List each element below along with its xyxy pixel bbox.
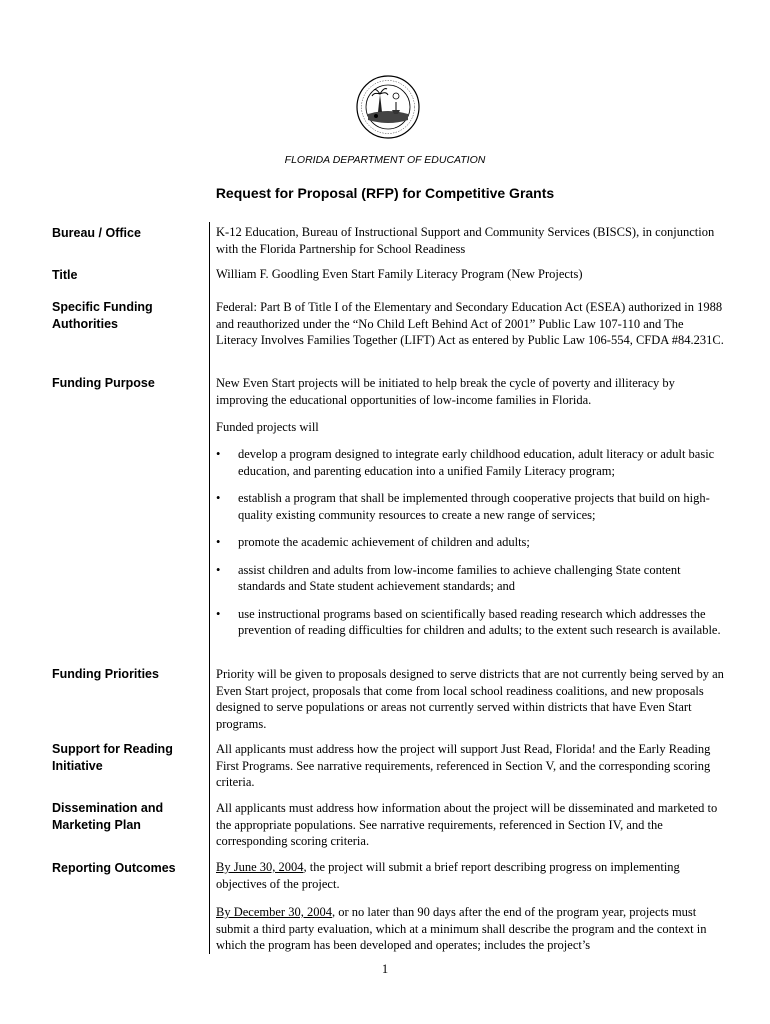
text-funding-purpose: New Even Start projects will be initiated to help break the cycle of poverty and illiteracy by improving the educational opportunities of low-income families in Florida. <box>216 376 675 407</box>
text-support-for-reading-initiative: All applicants must address how the project will support Just Read, Florida! and the Early Reading First Programs. See narrative requirements, referenced in Section V, and the corresponding scoring criteria. <box>216 742 711 789</box>
page-title: Request for Proposal (RFP) for Competitive Grants <box>215 185 555 201</box>
bullet-icon: • <box>216 447 221 461</box>
text-funding-priorities: Priority will be given to proposals designed to serve districts that are not currently being served by an Even Start project, proposals that come from local school readiness coalitions, and new proposals designed to serve populations or areas not currently served within districts that have Even Start programs. <box>216 667 724 731</box>
bullet-icon: • <box>216 535 221 549</box>
bullet-icon: • <box>216 562 221 577</box>
label-bureau-office: Bureau / Office <box>52 226 141 240</box>
text-funded-projects-intro: Funded projects will <box>216 420 319 434</box>
list-item: • assist children and adults from low-income families to achieve challenging State content standards and State student achievement standards; and <box>216 562 681 593</box>
text-dissemination-marketing-plan: All applicants must address how information about the project will be disseminated and marketed to the appropriate populations. See narrative requirements, referenced in Section IV, and the corresponding scoring criteria. <box>216 801 718 848</box>
label-title: Title <box>52 268 78 282</box>
column-divider <box>209 222 210 954</box>
page-number: 1 <box>381 962 389 976</box>
date-june-30-2004: By June 30, 2004 <box>216 860 304 874</box>
label-funding-priorities: Funding Priorities <box>52 667 159 681</box>
list-item: • use instructional programs based on scientifically based reading research which addresses the prevention of reading difficulties for children and adults; to the extent such research is available. <box>216 606 721 637</box>
bullet-icon: • <box>216 491 221 505</box>
text-title: William F. Goodling Even Start Family Literacy Program (New Projects) <box>216 267 583 281</box>
text-reporting-outcomes-1: By June 30, 2004, the project will submit a brief report describing progress on implementing objectives of the project. <box>216 860 680 891</box>
bullet-icon: • <box>216 606 221 621</box>
label-support-for-reading-initiative: Support for Reading Initiative <box>52 742 173 773</box>
list-item: • promote the academic achievement of children and adults; <box>216 535 530 549</box>
label-reporting-outcomes: Reporting Outcomes <box>52 861 176 875</box>
funded-projects-list <box>216 446 726 650</box>
label-dissemination-marketing-plan: Dissemination and Marketing Plan <box>52 801 164 832</box>
date-december-30-2004: By December 30, 2004 <box>216 905 332 919</box>
label-specific-funding-authorities: Specific Funding Authorities <box>52 300 153 331</box>
text-bureau-office: K-12 Education, Bureau of Instructional Support and Community Services (BISCS), in conjunction with the Florida Partnership for School Readiness <box>216 225 715 256</box>
list-item: • develop a program designed to integrate early childhood education, adult literacy or adult basic education, and parenting education into a unified Family Literacy program; <box>216 447 715 478</box>
florida-state-seal <box>348 74 428 140</box>
label-funding-purpose: Funding Purpose <box>52 376 155 390</box>
department-name: FLORIDA DEPARTMENT OF EDUCATION <box>284 154 486 166</box>
list-item: • establish a program that shall be implemented through cooperative projects that build on high-quality existing community resources to create a new range of services; <box>216 491 710 522</box>
text-reporting-outcomes-2: By December 30, 2004, or no later than 90 days after the end of the program year, projects must submit a third party evaluation, which at a minimum shall describe the program and the context in which the program has been developed and operates; includes the project’s <box>216 905 707 952</box>
text-specific-funding-authorities: Federal: Part B of Title I of the Elementary and Secondary Education Act (ESEA) authorized in 1988 and reauthorized under the “No Child Left Behind Act of 2001” Public Law 107-110 and The Literacy Involves Families Together (LIFT) Act as entered by Public Law 106-554, CFDA #84.231C. <box>216 300 724 347</box>
